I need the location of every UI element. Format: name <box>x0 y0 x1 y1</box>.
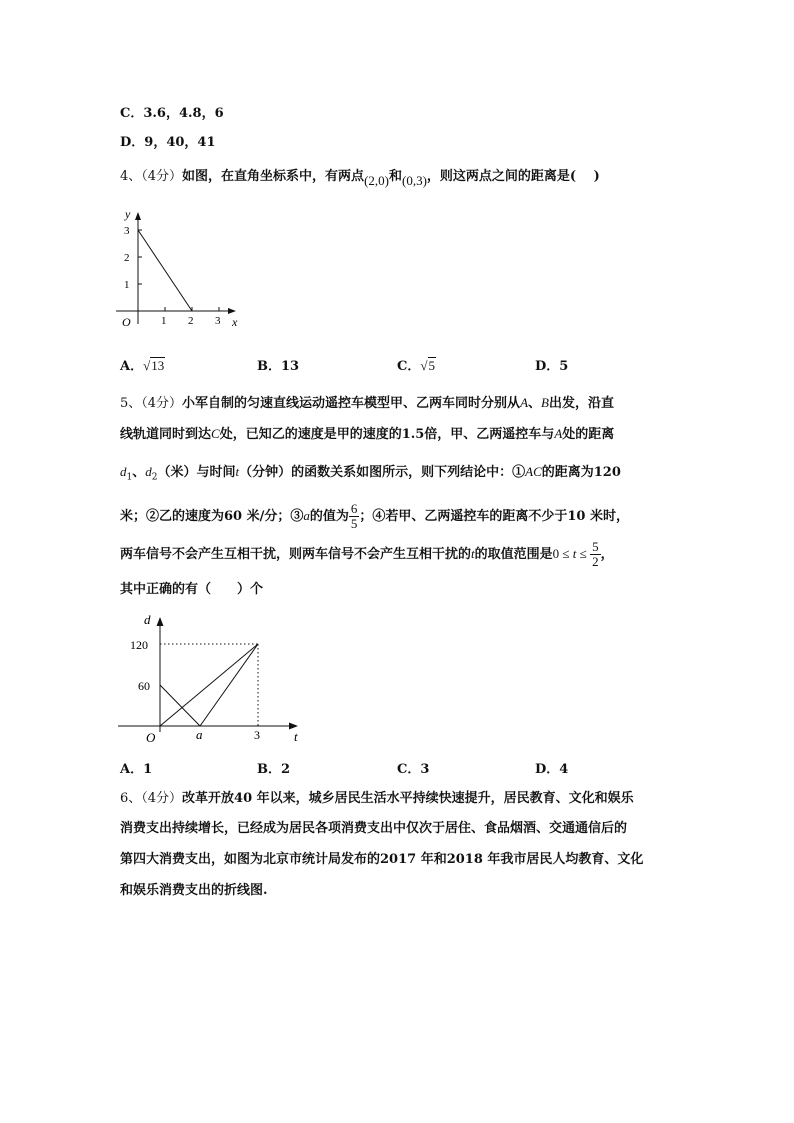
q4-y-tick-label-1: 1 <box>124 279 130 291</box>
q5-frac1-den: 5 <box>350 516 358 531</box>
q5-text: 米；②乙的速度为60 米/分；③ <box>120 509 304 524</box>
q5-sub-1: 1 <box>126 472 133 483</box>
q4-coordinate-figure <box>112 200 247 335</box>
q4-y-tick-label-2: 2 <box>124 252 130 264</box>
q4-x-tick-label-2: 2 <box>188 315 194 327</box>
q5-d-axis-arrow <box>157 617 164 626</box>
q5-text: 、 <box>132 465 146 480</box>
q5-range-t: t <box>572 546 577 561</box>
q5-text: 出发，沿直 <box>548 396 614 411</box>
q4-choice-a-label: A． <box>120 359 144 374</box>
q5-distance-time-figure <box>112 606 312 746</box>
q5-text: 的取值范围是 <box>474 547 553 562</box>
q5-choice-c: C．3 <box>397 762 430 777</box>
q5-fraction-5-2 <box>590 540 601 569</box>
q5-text: ；④若甲、乙两遥控车的距离不少于10 米时， <box>359 509 630 524</box>
q5-line-2 <box>120 424 614 445</box>
q4-text-a: 如图，在直角坐标系中，有两点 <box>182 169 365 184</box>
q5-line-6: 其中正确的有（ ）个 <box>120 582 264 597</box>
q6-number: 6、（4分） <box>120 791 183 806</box>
q4-choice-b: B．13 <box>257 359 300 374</box>
q5-var-B: B <box>541 395 549 410</box>
q4-y-tick-label-3: 3 <box>124 225 130 237</box>
q5-var-d1: d <box>120 464 127 479</box>
q5-var-t: t <box>471 546 475 561</box>
q5-text: 的距离为120 <box>541 465 621 480</box>
q5-text: 处的距离 <box>562 427 615 442</box>
q5-label-120: 120 <box>130 638 148 652</box>
q5-text: 小军自制的匀速直线运动遥控车模型甲、乙两车同时分别从 <box>182 396 521 411</box>
q5-var-AC: AC <box>525 464 542 479</box>
q6-line-3: 第四大消费支出，如图为北京市统计局发布的2017 年和2018 年我市居民人均教育、文化 <box>120 852 644 867</box>
q5-var-t: t <box>235 464 240 479</box>
q4-choice-c-radicand: 5 <box>428 358 435 373</box>
q5-line-5 <box>120 538 614 571</box>
q6-line-1 <box>120 789 634 809</box>
q4-choice-d: D．5 <box>535 359 569 374</box>
q4-x-label: x <box>232 315 238 329</box>
q6-line-2: 消费支出持续增长，已经成为居民各项消费支出中仅次于居住、食品烟酒、交通通信后的 <box>120 821 628 836</box>
q4-x-axis-arrow <box>228 308 236 314</box>
q5-line-d1-down <box>160 685 200 726</box>
q5-text: 线轨道同时到达 <box>120 427 212 442</box>
q4-text-c: ，则这两点之间的距离是( ) <box>426 169 600 184</box>
q5-label-3: 3 <box>254 728 260 742</box>
q5-text: 两车信号不会产生互相干扰，则两车信号不会产生互相干扰的 <box>120 547 472 562</box>
q5-line-4 <box>120 500 629 533</box>
q4-x-tick-label-1: 1 <box>161 315 167 327</box>
q5-text: 、 <box>528 396 542 411</box>
q5-number: 5、（4分） <box>120 396 183 411</box>
q3-option-d: D．9，40，41 <box>120 135 216 150</box>
q5-var-A: A <box>520 395 529 410</box>
q5-label-a: a <box>196 727 203 742</box>
q5-line-3 <box>120 462 621 488</box>
q5-frac1-num: 6 <box>350 501 358 516</box>
q4-origin-label: O <box>122 315 131 329</box>
q4-choice-c-label: C． <box>397 359 421 374</box>
q4-stem <box>120 166 600 187</box>
q5-frac2-num: 5 <box>592 539 599 554</box>
q6-text: 改革开放40 年以来，城乡居民生活水平持续快速提升，居民教育、文化和娱乐 <box>182 791 634 806</box>
q5-t-label: t <box>294 729 298 744</box>
q5-var-d2: d <box>145 464 152 479</box>
q4-choice-a-radicand: 13 <box>151 358 165 373</box>
q4-text-b: 和 <box>388 169 402 184</box>
q5-choice-b: B．2 <box>257 762 291 777</box>
q4-y-axis-arrow <box>135 212 141 220</box>
q5-text: 的值为 <box>309 509 349 524</box>
q5-range-left: 0 ≤ <box>552 546 573 561</box>
q5-fraction-6-5 <box>349 502 360 531</box>
q5-text: 处，已知乙的速度是甲的速度的1.5倍，甲、乙两遥控车与 <box>219 427 555 442</box>
q4-choice-a <box>120 355 165 374</box>
q5-line-1 <box>120 393 614 414</box>
q6-line-4: 和娱乐消费支出的折线图. <box>120 883 268 898</box>
q4-y-label: y <box>125 207 131 221</box>
q4-point-2: (0,3) <box>402 173 427 188</box>
q4-choices <box>120 355 680 377</box>
q5-frac2-den: 2 <box>592 554 599 569</box>
q5-range-right: ≤ <box>576 546 591 561</box>
q4-segment <box>138 230 192 311</box>
q5-sub-2: 2 <box>151 472 158 483</box>
q5-var-C: C <box>211 426 220 441</box>
q5-text: ， <box>600 547 614 562</box>
q5-var-a: a <box>303 508 310 523</box>
q4-choice-c <box>397 355 436 374</box>
q5-d-label: d <box>144 612 151 627</box>
q5-choice-a: A．1 <box>120 762 153 777</box>
q5-text: （分钟）的函数关系如图所示，则下列结论中：① <box>239 465 526 480</box>
sqrt-icon: √ <box>143 358 151 373</box>
q4-x-tick-label-3: 3 <box>215 315 221 327</box>
q5-choices <box>120 758 680 780</box>
q5-choice-d: D．4 <box>535 762 569 777</box>
sqrt-icon: √ <box>420 358 428 373</box>
q5-var-A: A <box>554 426 563 441</box>
q4-number: 4、（4分） <box>120 169 183 184</box>
q5-label-60: 60 <box>138 679 150 693</box>
q5-text: （米）与时间 <box>157 465 236 480</box>
q3-option-c: C．3.6，4.8，6 <box>120 106 224 121</box>
q4-point-1: (2,0) <box>364 173 389 188</box>
q5-origin-label: O <box>146 730 156 745</box>
